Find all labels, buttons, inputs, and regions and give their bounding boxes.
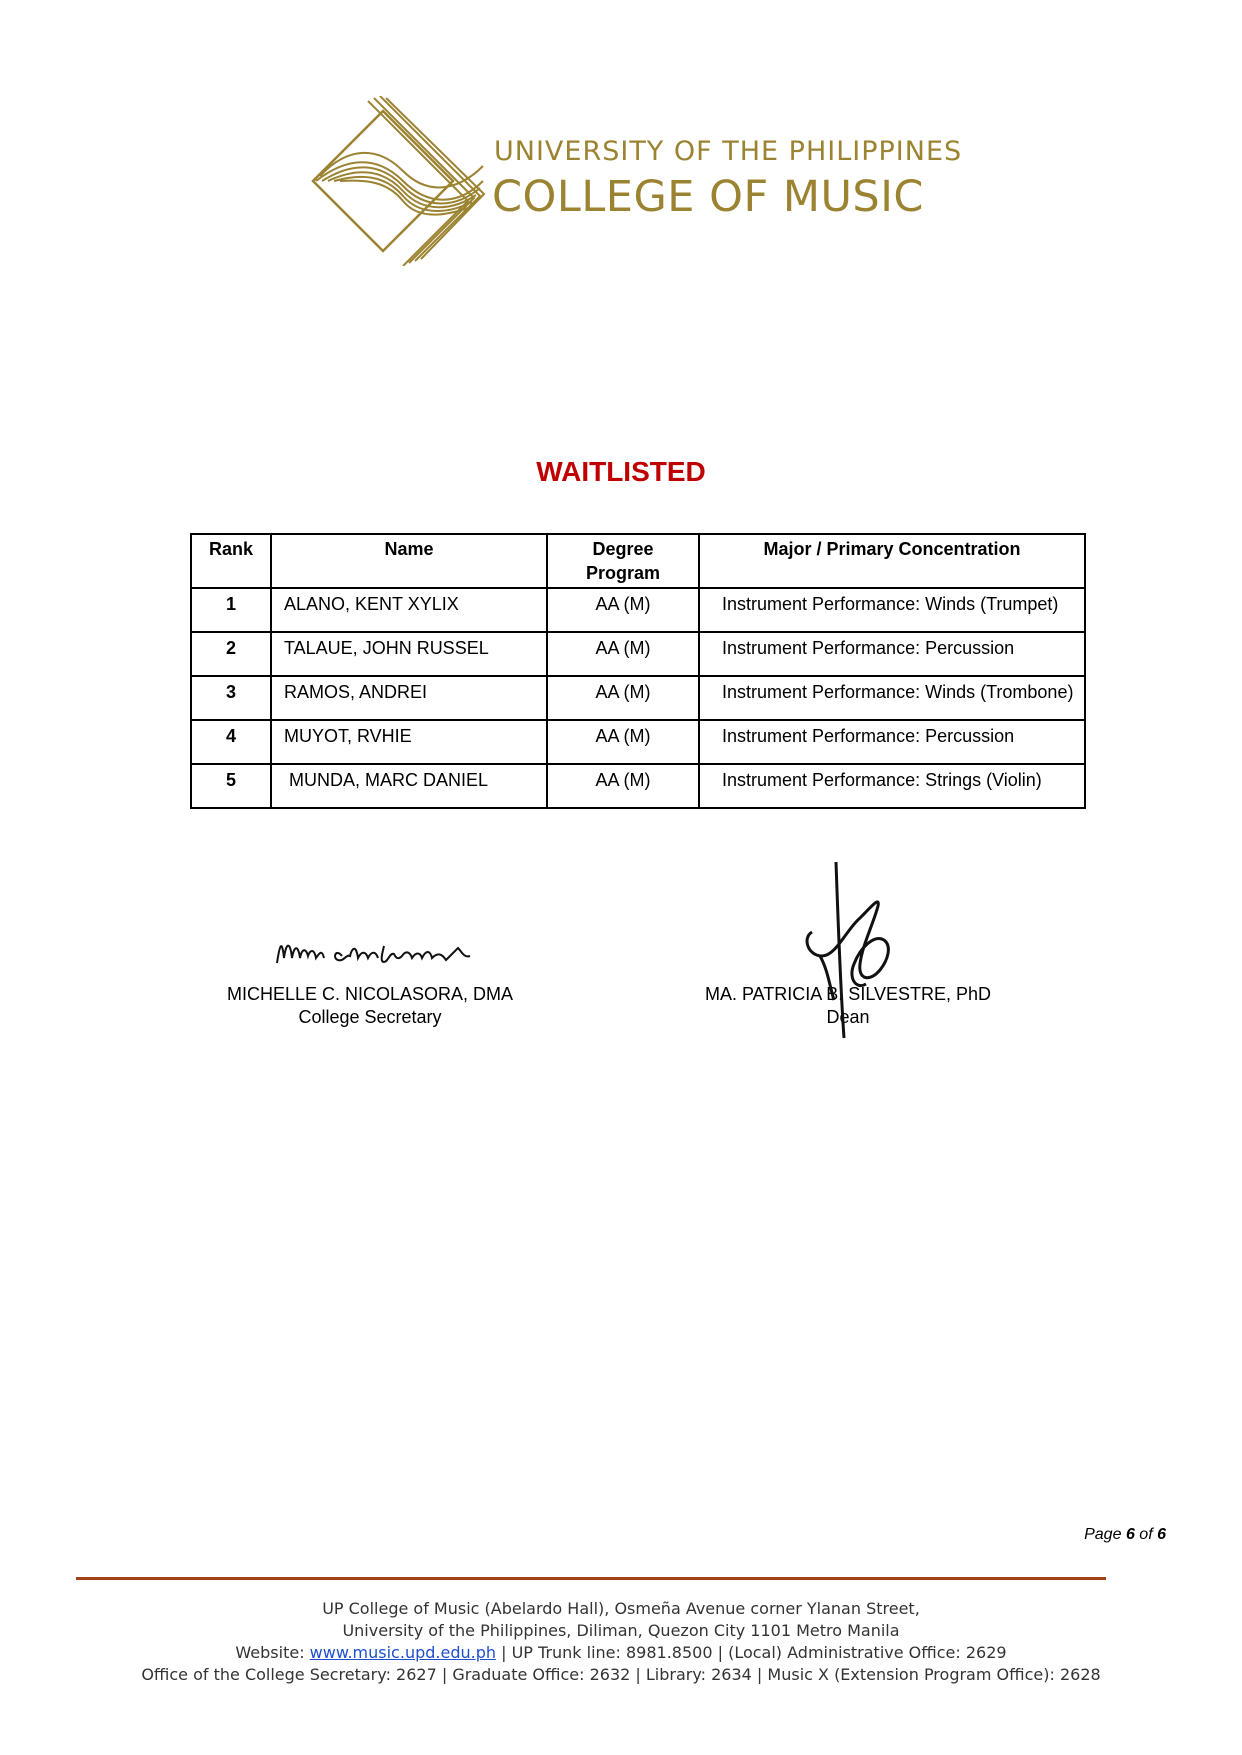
page-current: 6: [1125, 1526, 1135, 1543]
cell-rank: 3: [191, 676, 271, 720]
website-link[interactable]: www.music.upd.edu.ph: [309, 1643, 496, 1662]
page-number: [1084, 1526, 1166, 1544]
column-header-rank: Rank: [191, 534, 271, 588]
table-row: [191, 632, 1085, 676]
column-header-degree: [547, 534, 699, 588]
cell-degree: AA (M): [547, 764, 699, 808]
logo-university-text: UNIVERSITY OF THE PHILIPPINES: [494, 136, 963, 167]
college-logo: [308, 96, 963, 266]
cell-name: TALAUE, JOHN RUSSEL: [271, 632, 547, 676]
cell-rank: 2: [191, 632, 271, 676]
logo-mark-icon: [308, 96, 488, 266]
logo-college-text: COLLEGE OF MUSIC: [492, 172, 924, 222]
table-header-row: [191, 534, 1085, 588]
table-row: [191, 720, 1085, 764]
cell-name: MUYOT, RVHIE: [271, 720, 547, 764]
cell-rank: 5: [191, 764, 271, 808]
cell-degree: AA (M): [547, 720, 699, 764]
secretary-name: MICHELLE C. NICOLASORA, DMA: [226, 984, 514, 1004]
cell-degree: AA (M): [547, 676, 699, 720]
handwritten-signature-icon: [800, 860, 910, 1040]
footer-offices-line: Office of the College Secretary: 2627 | Graduate Office: 2632 | Library: 2634 | Music X (Extension Program Office): 2628: [141, 1665, 1101, 1684]
column-header-major: Major / Primary Concentration: [699, 534, 1085, 588]
footer-phone-info: | UP Trunk line: 8981.8500 | (Local) Administrative Office: 2629: [501, 1643, 1007, 1662]
table-row: [191, 588, 1085, 632]
cell-degree: AA (M): [547, 588, 699, 632]
column-header-name: Name: [271, 534, 547, 588]
signature-dean: [800, 860, 910, 1040]
page-of: of: [1139, 1526, 1153, 1543]
dean-title: Dean: [826, 1007, 870, 1027]
footer-divider: [76, 1577, 1106, 1580]
column-header-degree-text: Degree Program: [585, 539, 661, 583]
cell-major: Instrument Performance: Strings (Violin): [699, 764, 1085, 808]
cell-name: ALANO, KENT XYLIX: [271, 588, 547, 632]
section-title: WAITLISTED: [536, 456, 706, 487]
footer-address-line1: UP College of Music (Abelardo Hall), Osmeña Avenue corner Ylanan Street,: [322, 1599, 920, 1618]
cell-degree: AA (M): [547, 632, 699, 676]
dean-name: MA. PATRICIA B. SILVESTRE, PhD: [704, 984, 992, 1004]
footer-website-label: Website:: [235, 1643, 305, 1662]
page-prefix: Page: [1084, 1526, 1122, 1543]
table-row: [191, 764, 1085, 808]
cell-major: Instrument Performance: Percussion: [699, 720, 1085, 764]
cell-name: RAMOS, ANDREI: [271, 676, 547, 720]
footer-address-line2: University of the Philippines, Diliman, Quezon City 1101 Metro Manila: [342, 1621, 900, 1640]
cell-name: MUNDA, MARC DANIEL: [271, 764, 547, 808]
page-total: 6: [1157, 1526, 1166, 1543]
cell-major: Instrument Performance: Percussion: [699, 632, 1085, 676]
cell-major: Instrument Performance: Winds (Trumpet): [699, 588, 1085, 632]
cell-rank: 1: [191, 588, 271, 632]
cell-rank: 4: [191, 720, 271, 764]
footer-contact: [0, 1598, 1242, 1686]
secretary-title: College Secretary: [298, 1007, 442, 1027]
table-row: [191, 676, 1085, 720]
footer-contact-line: [0, 1642, 1242, 1664]
cell-major: Instrument Performance: Winds (Trombone): [699, 676, 1085, 720]
waitlist-table: [190, 533, 1086, 809]
handwritten-signature-icon: [272, 918, 522, 978]
signature-secretary: [272, 918, 522, 978]
